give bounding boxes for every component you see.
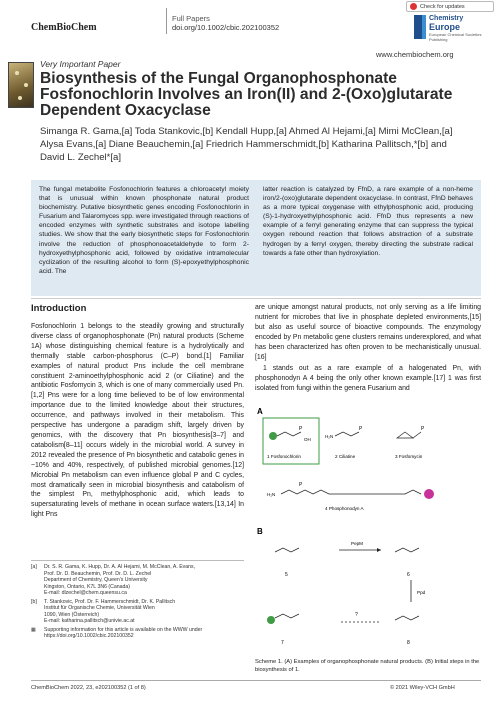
compound-1-structure <box>275 614 299 618</box>
chlorine-highlight <box>269 432 277 440</box>
section-divider <box>31 298 481 299</box>
footnote-line: T. Stankovic, Prof. Dr. F. Hammerschmidt, Dr. K. Pallitsch <box>44 598 176 605</box>
logo-bar-accent <box>422 15 426 39</box>
compound-6-number: 6 <box>407 572 410 578</box>
compound-5-structure <box>275 548 299 552</box>
compound-8-structure <box>395 616 419 620</box>
authors-line: David L. Zechel*[a] <box>40 152 122 163</box>
compound-2-label: 2 Ciliatine <box>335 454 356 459</box>
thumb-spot <box>18 96 22 100</box>
footnote-email[interactable]: E-mail: dlzechel@chem.queensu.ca <box>44 590 127 596</box>
compound-5-number: 5 <box>285 572 288 578</box>
footer-divider <box>31 680 481 681</box>
logo-line-2: Europe <box>429 22 461 32</box>
check-for-updates-button[interactable] <box>406 1 494 12</box>
bromine-highlight <box>424 489 434 499</box>
enzyme-ppd: Ppd <box>417 590 426 595</box>
scheme-panel-b-label: B <box>257 527 263 536</box>
author-list <box>40 125 480 164</box>
footnote-b <box>31 599 244 625</box>
atom-label: H₂N <box>325 434 334 439</box>
atom-label: P <box>299 426 303 432</box>
header-divider <box>166 8 167 34</box>
authors-line: Alysa Evans,[a] Diane Beauchemin,[a] Friedrich Hammerschmidt,[b] Katharina Pallitsch,*[b] and <box>40 139 447 150</box>
cover-thumbnail <box>8 62 34 108</box>
vip-label: Very Important Paper <box>40 59 121 69</box>
footer-citation: ChemBioChem 2022, 23, e202100352 (1 of 8) <box>31 685 146 691</box>
intro-left-column: Fosfonochlorin 1 belongs to the steadily growing and structurally diverse class of organophosphonate (Pn) natural products (Scheme 1A) whose distinguishing chemical feature is a hydrolytically and thermally stable carbon-phosphorus (C–P) bond.[1] Familiar examples of natural product Pns include the cell membrane constituent 2-aminoethylphosphonic acid 2 (or Ciliatine) and the antibiotic Fosfomycin 3, which is one of many commercially used Pn.[1,2] Pns were for a long time believed to be of low environmental importance due to the limited knowledge about their structures, occurrence, and pathways involved in their metabolism. This perspective has undergone a paradigm shift, largely driven by genomics, with the discovery that Pn biosynthesis[3–7] and catabolism[8–11] occurs widely in the microbial world. A survey in 2012 revealed the presence of Pn biosynthetic and catabolic genes in ~10% and 40%, respectively, of published microbial genomes.[12] Microbial Pn metabolism can even influence global P and C cycles, most dramatically seen in microbial biosynthesis and catabolism of the simplest Pn, methylphosphonic acid, which leads to supersaturating levels of methane in ocean surface waters.[13,14] In light Pns <box>31 323 244 519</box>
footnote-a <box>31 564 244 597</box>
atom-label: H₂N <box>267 492 276 497</box>
compound-1-structure <box>277 432 301 436</box>
check-updates-label: Check for updates <box>420 3 465 10</box>
logo-line-1: Chemistry <box>429 15 464 22</box>
enzyme-pepm: PepM <box>351 541 364 546</box>
abstract-right: latter reaction is catalyzed by FfnD, a rare example of a non-heme iron/2-(oxo)glutarate dependent oxacyclase. In contrast, FfnD behaves as a more typical oxygenase with ethylphosphonic acid, producing (S)-1-hydroxyethylphosphonic acid. FfnD thus represents a new example of a ferryl generating enzyme that can suppress the typical oxygen rebound reaction that follows abstraction of a substrate hydrogen by a ferryl oxygen, thereby directing the substrate radical towards a fate other than hydroxylation. <box>263 186 473 257</box>
footnote-line: Dr. S. R. Gama, K. Hupp, Dr. A. Al Hejami, M. McClean, A. Evans, <box>44 564 196 570</box>
compound-4-label: 4 Phosphonodyn A <box>325 506 364 511</box>
unknown-step: ? <box>355 612 358 618</box>
document-icon: ▦ <box>31 626 36 633</box>
si-line: Supporting information for this article is available on the WWW under <box>44 626 203 633</box>
thumb-spot <box>24 83 28 87</box>
chlorine-highlight <box>267 616 275 624</box>
footnote-tag: [b] <box>31 598 37 605</box>
journal-name: ChemBioChem <box>31 22 97 33</box>
scheme-panel-a-label: A <box>257 407 263 416</box>
compound-6-structure <box>395 548 419 552</box>
compound-3-structure <box>397 432 421 438</box>
chemistry-europe-logo <box>414 15 484 47</box>
footnote-line: Department of Chemistry, Queen's University <box>44 577 148 583</box>
footnote-tag: [a] <box>31 564 37 570</box>
doi-link[interactable]: doi.org/10.1002/cbic.202100352 <box>172 23 280 32</box>
logo-bar <box>414 15 422 39</box>
scheme-1-figure <box>255 404 481 656</box>
footnote-line: 1090, Wien (Österreich) <box>44 611 100 618</box>
abstract-box <box>31 180 481 296</box>
authors-line: Simanga R. Gama,[a] Toda Stankovic,[b] Kendall Hupp,[a] Ahmed Al Hejami,[a] Mimi McClean,[a] <box>40 126 453 137</box>
atom-label: P <box>421 426 425 432</box>
affiliation-footnotes <box>31 560 244 642</box>
arrow-head <box>377 548 381 552</box>
atom-label: OH <box>304 437 311 442</box>
compound-7-number: 7 <box>281 640 284 646</box>
footnote-line: Prof. Dr. D. Beauchemin, Prof. Dr. D. L. Zechel <box>44 570 152 577</box>
footnote-line: Kingston, Ontario, K7L 3N6 (Canada) <box>44 583 131 590</box>
compound-1-label: 1 Fosfonochlorin <box>267 454 301 459</box>
footnote-email[interactable]: E-mail: katharina.pallitsch@univie.ac.at <box>44 618 135 624</box>
atom-label: P <box>359 426 363 432</box>
article-title: Biosynthesis of the Fungal Organophosphonate Fosfonochlorin Involves an Iron(II) and 2-(Oxo)glutarate Dependent Oxacyclase <box>40 70 453 119</box>
supporting-info-note <box>31 627 244 640</box>
abstract-left: The fungal metabolite Fosfonochlorin features a chloroacetyl moiety that is unusual within known phosphonate natural product biochemistry. Putative biosynthetic genes encoding Fosfonochlorin in Fusarium and Talaromyces spp. were investigated through reactions of encoded enzymes with synthetic substrates and isotope labelling studies. We show that the early biosynthetic steps for Fosfonochlorin involve the reduction of phosphonoacetaldehyde to form 2-hydroxyethylphosphonic acid, followed by oxidative intramolecular cyclization of the resulting alcohol to form (S)-epoxyethylphosphonic acid. The <box>39 186 249 275</box>
check-updates-icon <box>410 3 417 10</box>
thumb-spot <box>15 71 19 75</box>
footer-copyright: © 2021 Wiley-VCH GmbH <box>390 685 455 691</box>
atom-label: P <box>299 482 303 488</box>
si-link[interactable]: https://doi.org/10.1002/cbic.202100352 <box>44 633 134 639</box>
intro-right-paragraph: 1 stands out as a rare example of a halogenated Pn, with phosphonodyn A 4 being the only other known example.[17] 1 was first isolated from fungi within the genera Fusarium and <box>255 365 481 393</box>
intro-right-column <box>255 303 481 394</box>
compound-3-label: 3 Fosfomycin <box>395 454 423 459</box>
journal-website-link[interactable]: www.chembiochem.org <box>376 50 454 59</box>
scheme-caption: Scheme 1. (A) Examples of organophosphonate natural products. (B) Initial steps in the biosynthesis of 1. <box>255 659 480 673</box>
footnote-line: Institut für Organische Chemie, Universität Wien <box>44 605 155 611</box>
compound-4-structure <box>281 490 421 494</box>
compound-8-number: 8 <box>407 640 410 646</box>
compound-2-structure <box>335 432 359 436</box>
introduction-heading: Introduction <box>31 303 87 314</box>
logo-line-3: European Chemical Societies Publishing <box>429 32 482 42</box>
intro-right-paragraph: are unique amongst natural products, not only serving as a life limiting nutrient for microbes that live in phosphate depleted environments,[15] but also as useful source of bioactive compounds. The enzymology encoded by Pn metabolic gene clusters remains underexplored, and what has been characterized has often proven to be mechanistically unusual.[16] <box>255 304 481 361</box>
section-label: Full Papers <box>172 14 210 23</box>
